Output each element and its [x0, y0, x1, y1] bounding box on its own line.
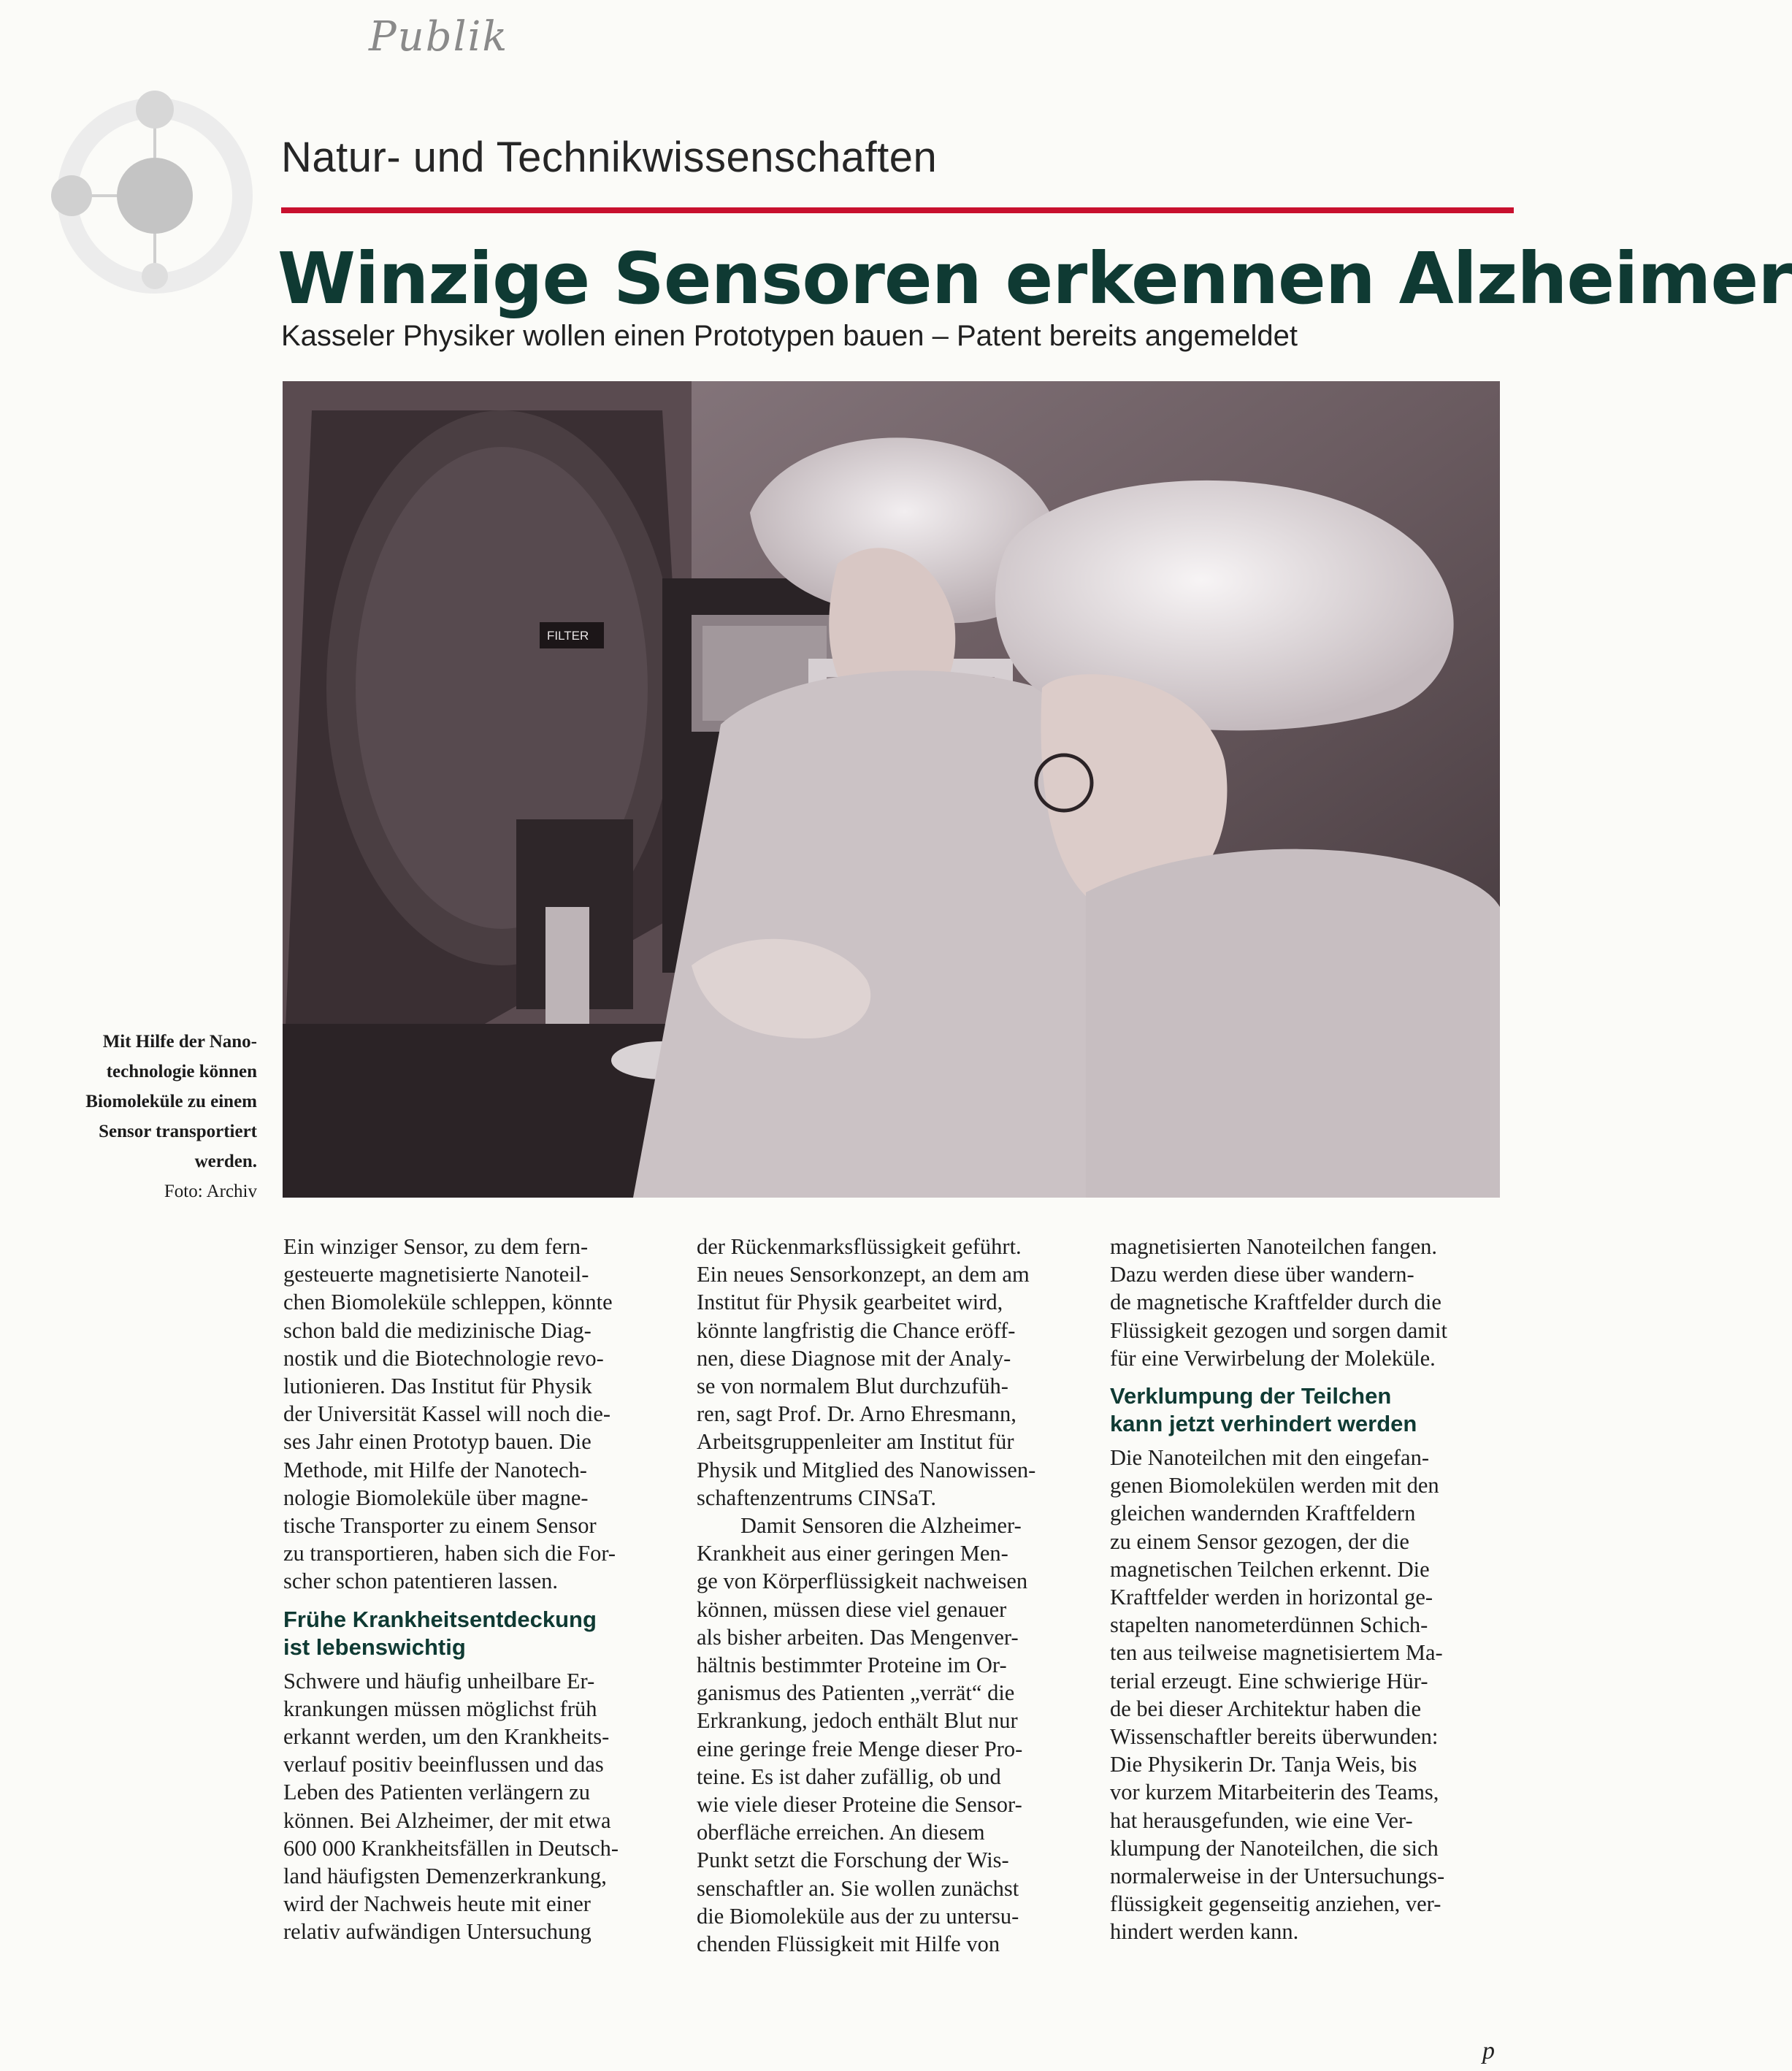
text-line: magnetisierten Nanoteilchen fangen. [1110, 1234, 1437, 1259]
text-line: als bisher arbeiten. Das Mengenver- [697, 1624, 1019, 1650]
text-line: scher schon patentieren lassen. [283, 1569, 559, 1594]
text-line: ge von Körperflüssigkeit nachweisen [697, 1569, 1028, 1594]
article-column-1 [283, 1233, 656, 1946]
text-line: könnte langfristig die Chance eröff- [697, 1317, 1016, 1343]
text-line: Krankheit aus einer geringen Men- [697, 1541, 1008, 1566]
text-line: gleichen wandernden Kraftfeldern [1110, 1501, 1416, 1526]
text-line: können, müssen diese viel genauer [697, 1596, 1007, 1622]
subheading-line: kann jetzt verhindert werden [1110, 1411, 1417, 1437]
headline: Winzige Sensoren erkennen Alzheimer [277, 237, 1792, 320]
paragraph [1110, 1444, 1512, 1946]
text-line: ses Jahr einen Prototyp bauen. Die [283, 1429, 591, 1455]
text-line: verlauf positiv beeinflussen und das [283, 1752, 604, 1777]
text-line: ren, sagt Prof. Dr. Arno Ehresmann, [697, 1401, 1016, 1427]
text-line: normalerweise in der Untersuchungs- [1110, 1864, 1445, 1889]
text-line: hältnis bestimmter Proteine im Or- [697, 1653, 1007, 1678]
subheading [283, 1606, 656, 1661]
photo-credit: Foto: Archiv [164, 1182, 257, 1201]
text-line: Institut für Physik gearbeitet wird, [697, 1290, 1003, 1315]
text-line: lutionieren. Das Institut für Physik [283, 1374, 592, 1399]
caption-line: Mit Hilfe der Nano- [102, 1032, 257, 1052]
text-line: se von normalem Blut durchzufüh- [697, 1374, 1008, 1399]
paragraph [283, 1233, 656, 1596]
text-line: genen Biomolekülen werden mit den [1110, 1473, 1439, 1498]
text-line: ten aus teilweise magnetisiertem Ma- [1110, 1640, 1443, 1666]
section-rule [281, 207, 1514, 213]
text-line: terial erzeugt. Eine schwierige Hür- [1110, 1668, 1428, 1693]
text-line: Flüssigkeit gezogen und sorgen damit [1110, 1317, 1447, 1343]
handwritten-note: Publik [369, 13, 509, 61]
text-line: Dazu werden diese über wandern- [1110, 1262, 1414, 1287]
text-line: klumpung der Nanoteilchen, die sich [1110, 1835, 1439, 1861]
text-line: magnetischen Teilchen erkennt. Die [1110, 1556, 1430, 1582]
text-line: flüssigkeit gegenseitig anziehen, ver- [1110, 1891, 1441, 1917]
text-line: nologie Biomoleküle über magne- [283, 1485, 589, 1510]
section-title: Natur- und Technikwissenschaften [281, 134, 938, 181]
article-column-3 [1110, 1233, 1512, 1946]
paragraph [283, 1667, 656, 1946]
paragraph [1110, 1233, 1512, 1372]
text-line: chen Biomoleküle schleppen, könnte [283, 1290, 613, 1315]
text-line: Schwere und häufig unheilbare Er- [283, 1668, 595, 1693]
text-line: Die Nanoteilchen mit den eingefan- [1110, 1445, 1429, 1471]
text-line: hat herausgefunden, wie eine Ver- [1110, 1807, 1413, 1833]
paragraph [697, 1233, 1069, 1512]
subheading-line: Verklumpung der Teilchen [1110, 1383, 1392, 1409]
lab-photo [283, 381, 1500, 1198]
caption-line: technologie können [106, 1062, 257, 1082]
text-line: Punkt setzt die Forschung der Wis- [697, 1848, 1009, 1873]
text-line: erkannt werden, um den Krankheits- [283, 1724, 610, 1750]
text-line: Ein neues Sensorkonzept, an dem am [697, 1262, 1030, 1287]
text-line: zu einem Sensor gezogen, der die [1110, 1528, 1409, 1554]
text-line: teine. Es ist daher zufällig, ob und [697, 1764, 1001, 1789]
text-line: Damit Sensoren die Alzheimer- [740, 1513, 1022, 1539]
text-line: de bei dieser Architektur haben die [1110, 1696, 1421, 1721]
text-line: land häufigsten Demenzerkrankung, [283, 1864, 607, 1889]
text-line: schon bald die medizinische Diag- [283, 1317, 591, 1343]
text-line: eine geringe freie Menge dieser Pro- [697, 1736, 1023, 1761]
text-line: Physik und Mitglied des Nanowissen- [697, 1457, 1036, 1482]
text-line: Ein winziger Sensor, zu dem fern- [283, 1234, 589, 1259]
text-line: der Rückenmarksflüssigkeit geführt. [697, 1234, 1022, 1259]
text-line: Arbeitsgruppenleiter am Institut für [697, 1429, 1014, 1455]
subheadline: Kasseler Physiker wollen einen Prototypen bauen – Patent bereits angemeldet [281, 320, 1298, 352]
text-line: krankungen müssen möglichst früh [283, 1696, 597, 1721]
filter-label: FILTER [547, 629, 589, 643]
section-logo-icon [29, 73, 248, 292]
article-column-2 [697, 1233, 1069, 1958]
text-line: zu transportieren, haben sich die For- [283, 1541, 616, 1566]
text-line: Erkrankung, jedoch enthält Blut nur [697, 1708, 1018, 1734]
text-line: 600 000 Krankheitsfällen in Deutsch- [283, 1835, 619, 1861]
text-line: der Universität Kassel will noch die- [283, 1401, 611, 1427]
text-line: schaftenzentrums CINSaT. [697, 1485, 937, 1510]
text-line: wie viele dieser Proteine die Sensor- [697, 1792, 1022, 1818]
paragraph [697, 1512, 1069, 1958]
text-line: Leben des Patienten verlängern zu [283, 1780, 591, 1805]
text-line: tische Transporter zu einem Sensor [283, 1513, 597, 1539]
subheading-line: Frühe Krankheitsentdeckung [283, 1606, 597, 1632]
text-line: stapelten nanometerdünnen Schich- [1110, 1612, 1428, 1638]
caption-line: Biomoleküle zu einem [85, 1092, 257, 1111]
text-line: ganismus des Patienten „verrät“ die [697, 1680, 1015, 1706]
text-line: Kraftfelder werden in horizontal ge- [1110, 1585, 1433, 1610]
text-line: Wissenschaftler bereits überwunden: [1110, 1724, 1439, 1750]
subheading [1110, 1382, 1512, 1438]
text-line: vor kurzem Mitarbeiterin des Teams, [1110, 1780, 1439, 1805]
text-line: wird der Nachweis heute mit einer [283, 1891, 591, 1917]
text-line: hindert werden kann. [1110, 1919, 1299, 1945]
text-line: de magnetische Kraftfelder durch die [1110, 1290, 1441, 1315]
text-line: oberfläche erreichen. An diesem [697, 1820, 985, 1845]
text-line: Methode, mit Hilfe der Nanotech- [283, 1457, 587, 1482]
text-line: gesteuerte magnetisierte Nanoteil- [283, 1262, 589, 1287]
text-line: senschaftler an. Sie wollen zunächst [697, 1875, 1019, 1901]
subheading-line: ist lebenswichtig [283, 1634, 466, 1660]
caption-line: werden. [194, 1152, 257, 1171]
page-mark: p [1482, 2037, 1495, 2064]
text-line: können. Bei Alzheimer, der mit etwa [283, 1807, 611, 1833]
caption-line: Sensor transportiert [99, 1122, 257, 1141]
text-line: nen, diese Diagnose mit der Analy- [697, 1345, 1011, 1371]
text-line: für eine Verwirbelung der Moleküle. [1110, 1345, 1436, 1371]
text-line: Die Physikerin Dr. Tanja Weis, bis [1110, 1752, 1417, 1777]
text-line: relativ aufwändigen Untersuchung [283, 1919, 591, 1945]
text-line: chenden Flüssigkeit mit Hilfe von [697, 1932, 1000, 1957]
photo-caption [29, 1027, 257, 1206]
text-line: die Biomoleküle aus der zu untersu- [697, 1903, 1019, 1929]
text-line: nostik und die Biotechnologie revo- [283, 1345, 604, 1371]
